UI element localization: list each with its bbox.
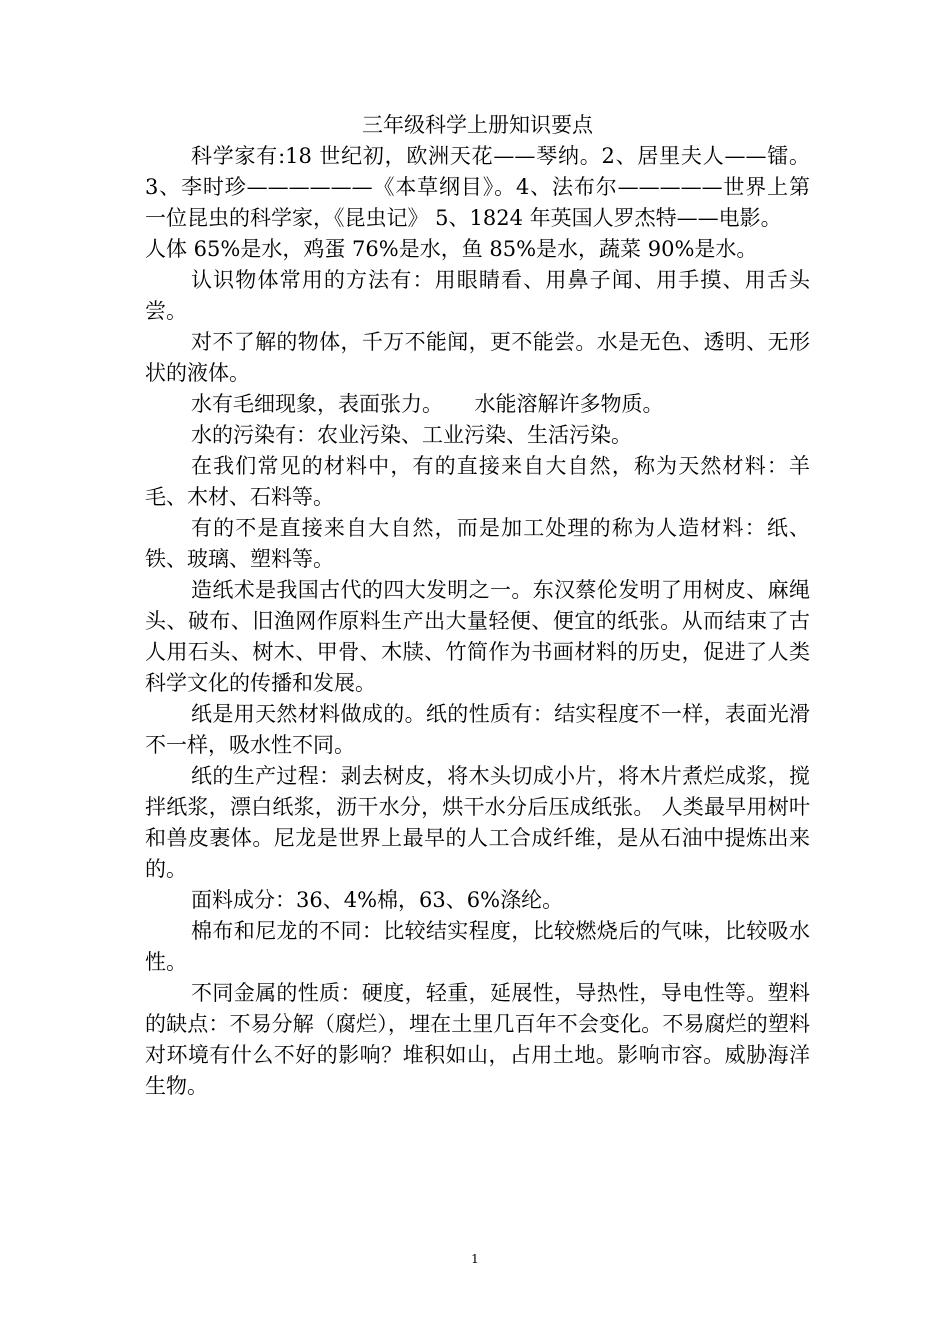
paragraph-natural-materials: 在我们常见的材料中，有的直接来自大自然，称为天然材料：羊毛、木材、石料等。 <box>145 454 810 509</box>
paragraph-observation-methods: 认识物体常用的方法有：用眼睛看、用鼻子闻、用手摸、用舌头尝。 <box>145 268 810 323</box>
paragraph-fabric-composition: 面料成分：36、4%棉，63、6%涤纶。 <box>191 888 564 912</box>
paragraph-artificial-materials: 有的不是直接来自大自然，而是加工处理的称为人造材料：纸、铁、玻璃、塑料等。 <box>145 516 810 571</box>
page-number: 1 <box>471 1252 479 1266</box>
paragraph-safety-water: 对不了解的物体，千万不能闻，更不能尝。水是无色、透明、无形状的液体。 <box>145 330 810 385</box>
paragraph-paper-production: 纸的生产过程：剥去树皮，将木头切成小片，将木片煮烂成浆，搅拌纸浆，漂白纸浆，沥干水分，烘干水分后压成纸张。 人类最早用树叶和兽皮裹体。尼龙是世界上最早的人工合成纤维，是从石油中提炼出来的。 <box>145 764 810 881</box>
paragraph-papermaking-history: 造纸术是我国古代的四大发明之一。东汉蔡伦发明了用树皮、麻绳头、破布、旧渔网作原料生产出大量轻便、便宜的纸张。从而结束了古人用石头、树木、甲骨、木牍、竹简作为书画材料的历史，促进了人类科学文化的传播和发展。 <box>145 578 810 695</box>
paragraph-paper-properties: 纸是用天然材料做成的。纸的性质有：结实程度不一样，表面光滑不一样，吸水性不同。 <box>145 702 810 757</box>
paragraph-water-properties: 水有毛细现象，表面张力。 水能溶解许多物质。 <box>191 392 664 416</box>
document-title: 三年级科学上册知识要点 <box>362 113 593 137</box>
paragraph-cotton-nylon: 棉布和尼龙的不同：比较结实程度，比较燃烧后的气味，比较吸水性。 <box>145 919 810 974</box>
paragraph-water-pollution: 水的污染有：农业污染、工业污染、生活污染。 <box>191 423 632 447</box>
paragraph-metals-plastics: 不同金属的性质：硬度，轻重，延展性，导热性，导电性等。塑料的缺点：不易分解（腐烂），埋在土里几百年不会变化。不易腐烂的塑料对环境有什么不好的影响？堆积如山，占用土地。影响市容。威胁海洋生物。 <box>145 981 810 1098</box>
paragraph-water-content: 人体 65%是水，鸡蛋 76%是水，鱼 85%是水，蔬菜 90%是水。 <box>145 237 758 261</box>
paragraph-scientists: 科学家有:18 世纪初，欧洲天花——琴纳。2、居里夫人——镭。3、李时珍——————《本草纲目》。4、法布尔—————世界上第一位昆虫的科学家，《昆虫记》 5、1824 年英国人罗杰特——电影。 <box>145 144 810 230</box>
document-body <box>145 110 810 1102</box>
